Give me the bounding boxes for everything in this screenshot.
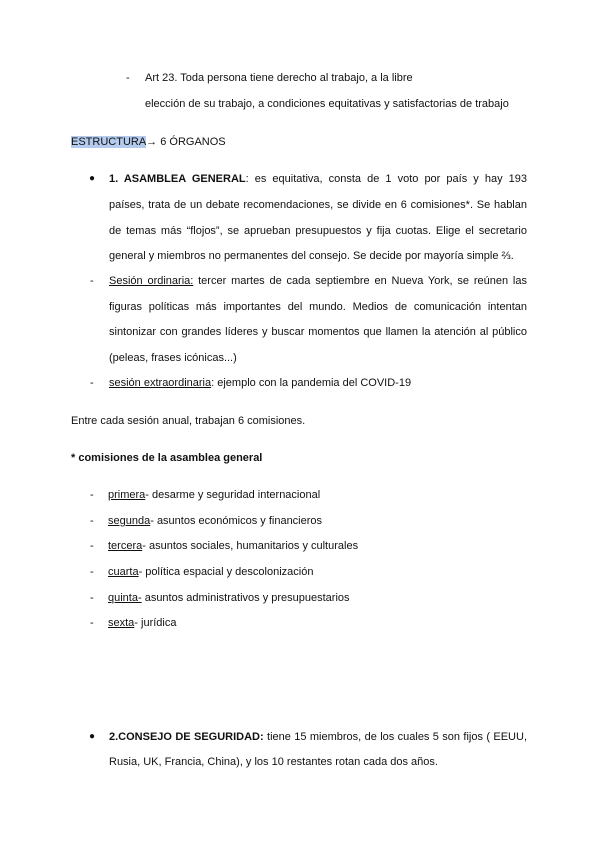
comision-name: tercera: [108, 540, 143, 552]
list-item: [108, 566, 313, 578]
extraordinaria-line: [109, 377, 411, 389]
consejo-line1-rest: tiene 15 miembros, de los cuales 5 son fijos ( EEUU,: [263, 731, 527, 743]
ordinaria-line3: sintonizar con grandes líderes y buscar momentos que llamen la atención al público: [109, 326, 527, 338]
asamblea-line1-rest: : es equitativa, consta de 1 voto por país y hay 193: [245, 173, 527, 185]
estructura-line: [71, 136, 226, 148]
extraordinaria-dash: -: [90, 377, 94, 389]
comision-dash: -: [90, 540, 94, 552]
ordinaria-label: Sesión ordinaria:: [109, 275, 194, 287]
list-item: [108, 489, 320, 501]
comision-desc: - jurídica: [134, 617, 177, 629]
comision-dash: -: [90, 617, 94, 629]
ordinaria-line1: [109, 275, 527, 287]
comision-dash: -: [90, 592, 94, 604]
list-item: [108, 617, 176, 629]
comision-desc: asuntos administrativos y presupuestarios: [141, 592, 350, 604]
ordinaria-line2: figuras políticas más importantes del mundo. Medios de comunicación intentan: [109, 301, 527, 313]
asamblea-line3: de temas más “flojos”, se aprueban presupuestos y fija cuotas. Elige el secretario: [109, 225, 527, 237]
comision-name: primera: [108, 489, 146, 501]
comision-dash: -: [90, 566, 94, 578]
comision-dash: -: [90, 515, 94, 527]
estructura-highlight: ESTRUCTURA: [71, 136, 147, 148]
comision-name: segunda: [108, 515, 151, 527]
list-item: [108, 515, 322, 527]
art23-line1: Art 23. Toda persona tiene derecho al trabajo, a la libre: [145, 72, 413, 84]
consejo-bullet: ●: [89, 731, 96, 742]
comision-name: cuarta: [108, 566, 139, 578]
consejo-line2: Rusia, UK, Francia, China), y los 10 restantes rotan cada dos años.: [109, 756, 438, 768]
comision-dash: -: [90, 489, 94, 501]
comision-desc: - asuntos sociales, humanitarios y culturales: [142, 540, 359, 552]
comision-name: sexta: [108, 617, 135, 629]
asamblea-line4: general y miembros no permanentes del consejo. Se decide por mayoría simple ⅔.: [109, 250, 514, 262]
ordinaria-dash: -: [90, 275, 94, 287]
ordinaria-line1-rest: tercer martes de cada septiembre en Nueva York, se reúnen las: [193, 275, 527, 287]
estructura-rest: → 6 ÓRGANOS: [146, 136, 226, 148]
asamblea-heading: 1. ASAMBLEA GENERAL: [109, 173, 246, 185]
ordinaria-line4: (peleas, frases icónicas...): [109, 352, 237, 364]
list-item: [108, 592, 350, 604]
comision-desc: - desarme y seguridad internacional: [145, 489, 321, 501]
list-item: [108, 540, 358, 552]
comision-desc: - política espacial y descolonización: [138, 566, 314, 578]
extraordinaria-rest: : ejemplo con la pandemia del COVID-19: [211, 377, 412, 389]
comisiones-heading: * comisiones de la asamblea general: [71, 452, 263, 464]
asamblea-line2: países, trata de un debate recomendaciones, se divide en 6 comisiones*. Se hablan: [109, 199, 527, 211]
entre-cada-text: Entre cada sesión anual, trabajan 6 comisiones.: [71, 415, 306, 427]
extraordinaria-label: sesión extraordinaria: [109, 377, 212, 389]
asamblea-line1: [109, 173, 527, 185]
consejo-heading: 2.CONSEJO DE SEGURIDAD:: [109, 731, 264, 743]
comision-desc: - asuntos económicos y financieros: [150, 515, 323, 527]
comision-name: quinta-: [108, 592, 142, 604]
asamblea-bullet: ●: [89, 173, 96, 184]
art23-dash: -: [126, 72, 130, 84]
art23-line2: elección de su trabajo, a condiciones equitativas y satisfactorias de trabajo: [145, 98, 509, 110]
consejo-line1: [109, 731, 527, 743]
